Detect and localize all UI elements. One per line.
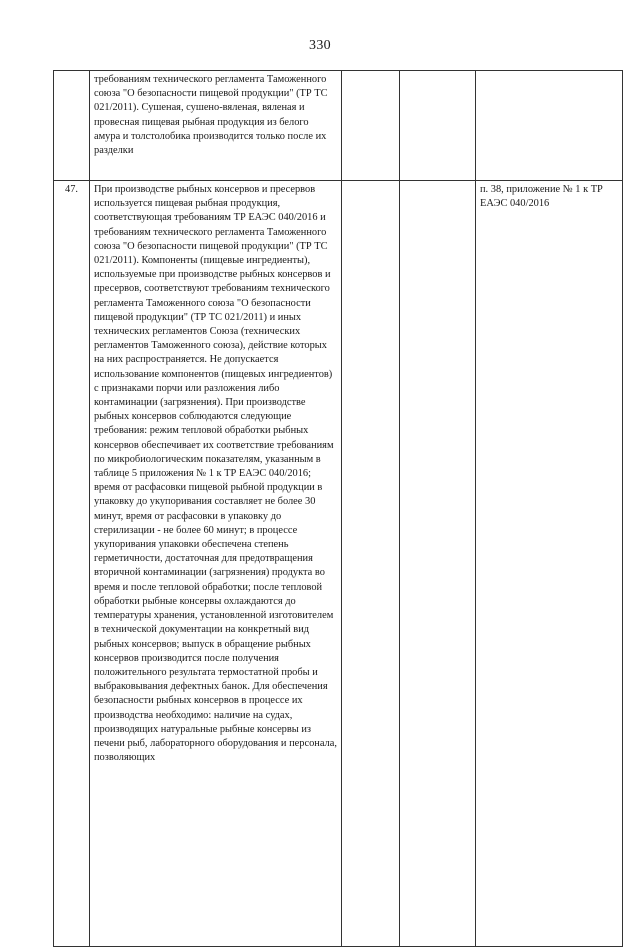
empty-cell — [400, 71, 476, 181]
empty-cell — [342, 71, 400, 181]
empty-cell — [400, 181, 476, 947]
empty-cell — [342, 181, 400, 947]
requirements-table — [53, 70, 623, 947]
requirement-text: требованиям технического регламента Таможенного союза "О безопасности пищевой продукции" (ТР ТС 021/2011). Сушеная, сушено-вяленая, вяленая и провесная пищевая рыбная продукция из белого амура и толстолобика производится только после их разделки — [94, 74, 328, 157]
row-number-cell — [54, 71, 90, 181]
reference-cell: п. 38, приложение № 1 к ТР ЕАЭС 040/2016 — [476, 181, 623, 947]
row-number-cell: 47. — [54, 181, 90, 947]
requirement-cell — [90, 181, 342, 947]
reference-cell — [476, 71, 623, 181]
page-number: 330 — [309, 38, 331, 53]
requirement-cell — [90, 71, 342, 181]
table-row — [54, 71, 623, 181]
requirement-text: При производстве рыбных консервов и пресервов используется пищевая рыбная продукция, соответствующая требованиям ТР ЕАЭС 040/2016 и требованиям технического регламента Таможенного союза "О безопасности пищевой продукции" (ТР ТС 021/2011). Компоненты (пищевые ингредиенты), используемые при производстве рыбных консервов и пресервов, соответствуют требованиям технического регламента Таможенного союза "О безопасности пищевой продукции" (ТР ТС 021/2011) и иных технических регламентов Союза (технических регламентов Таможенного союза), действие которых на них распространяется. Не допускается использование компонентов (пищевых ингредиентов) с признаками порчи или разложения либо контаминации (загрязнения). При производстве рыбных консервов соблюдаются следующие требования: режим тепловой обработки рыбных консервов обеспечивает их соответствие требованиям по микробиологическим показателям, указанным в таблице 5 приложения № 1 к ТР ЕАЭС 040/2016; время от расфасовки пищевой рыбной продукции в упаковку до укупоривания составляет не более 30 минут, время от расфасовки в упаковку до стерилизации - не более 60 минут; в процессе укупоривания упаковки обеспечена степень герметичности, достаточная для предотвращения вторичной контаминации (загрязнения) продукта во время и после тепловой обработки; после тепловой обработки рыбные консервы охлаждаются до температуры хранения, установленной изготовителем в технической документации на конкретный вид рыбных консервов; выпуск в обращение рыбных консервов производится после получения положительного результата термостатной пробы и выбраковывания дефектных банок. Для обеспечения безопасности рыбных консервов в процессе их производства необходимо: наличие на судах, производящих натуральные рыбные консервы из печени рыб, лабораторного оборудования и персонала, позволяющих — [94, 184, 337, 764]
table-row — [54, 181, 623, 947]
